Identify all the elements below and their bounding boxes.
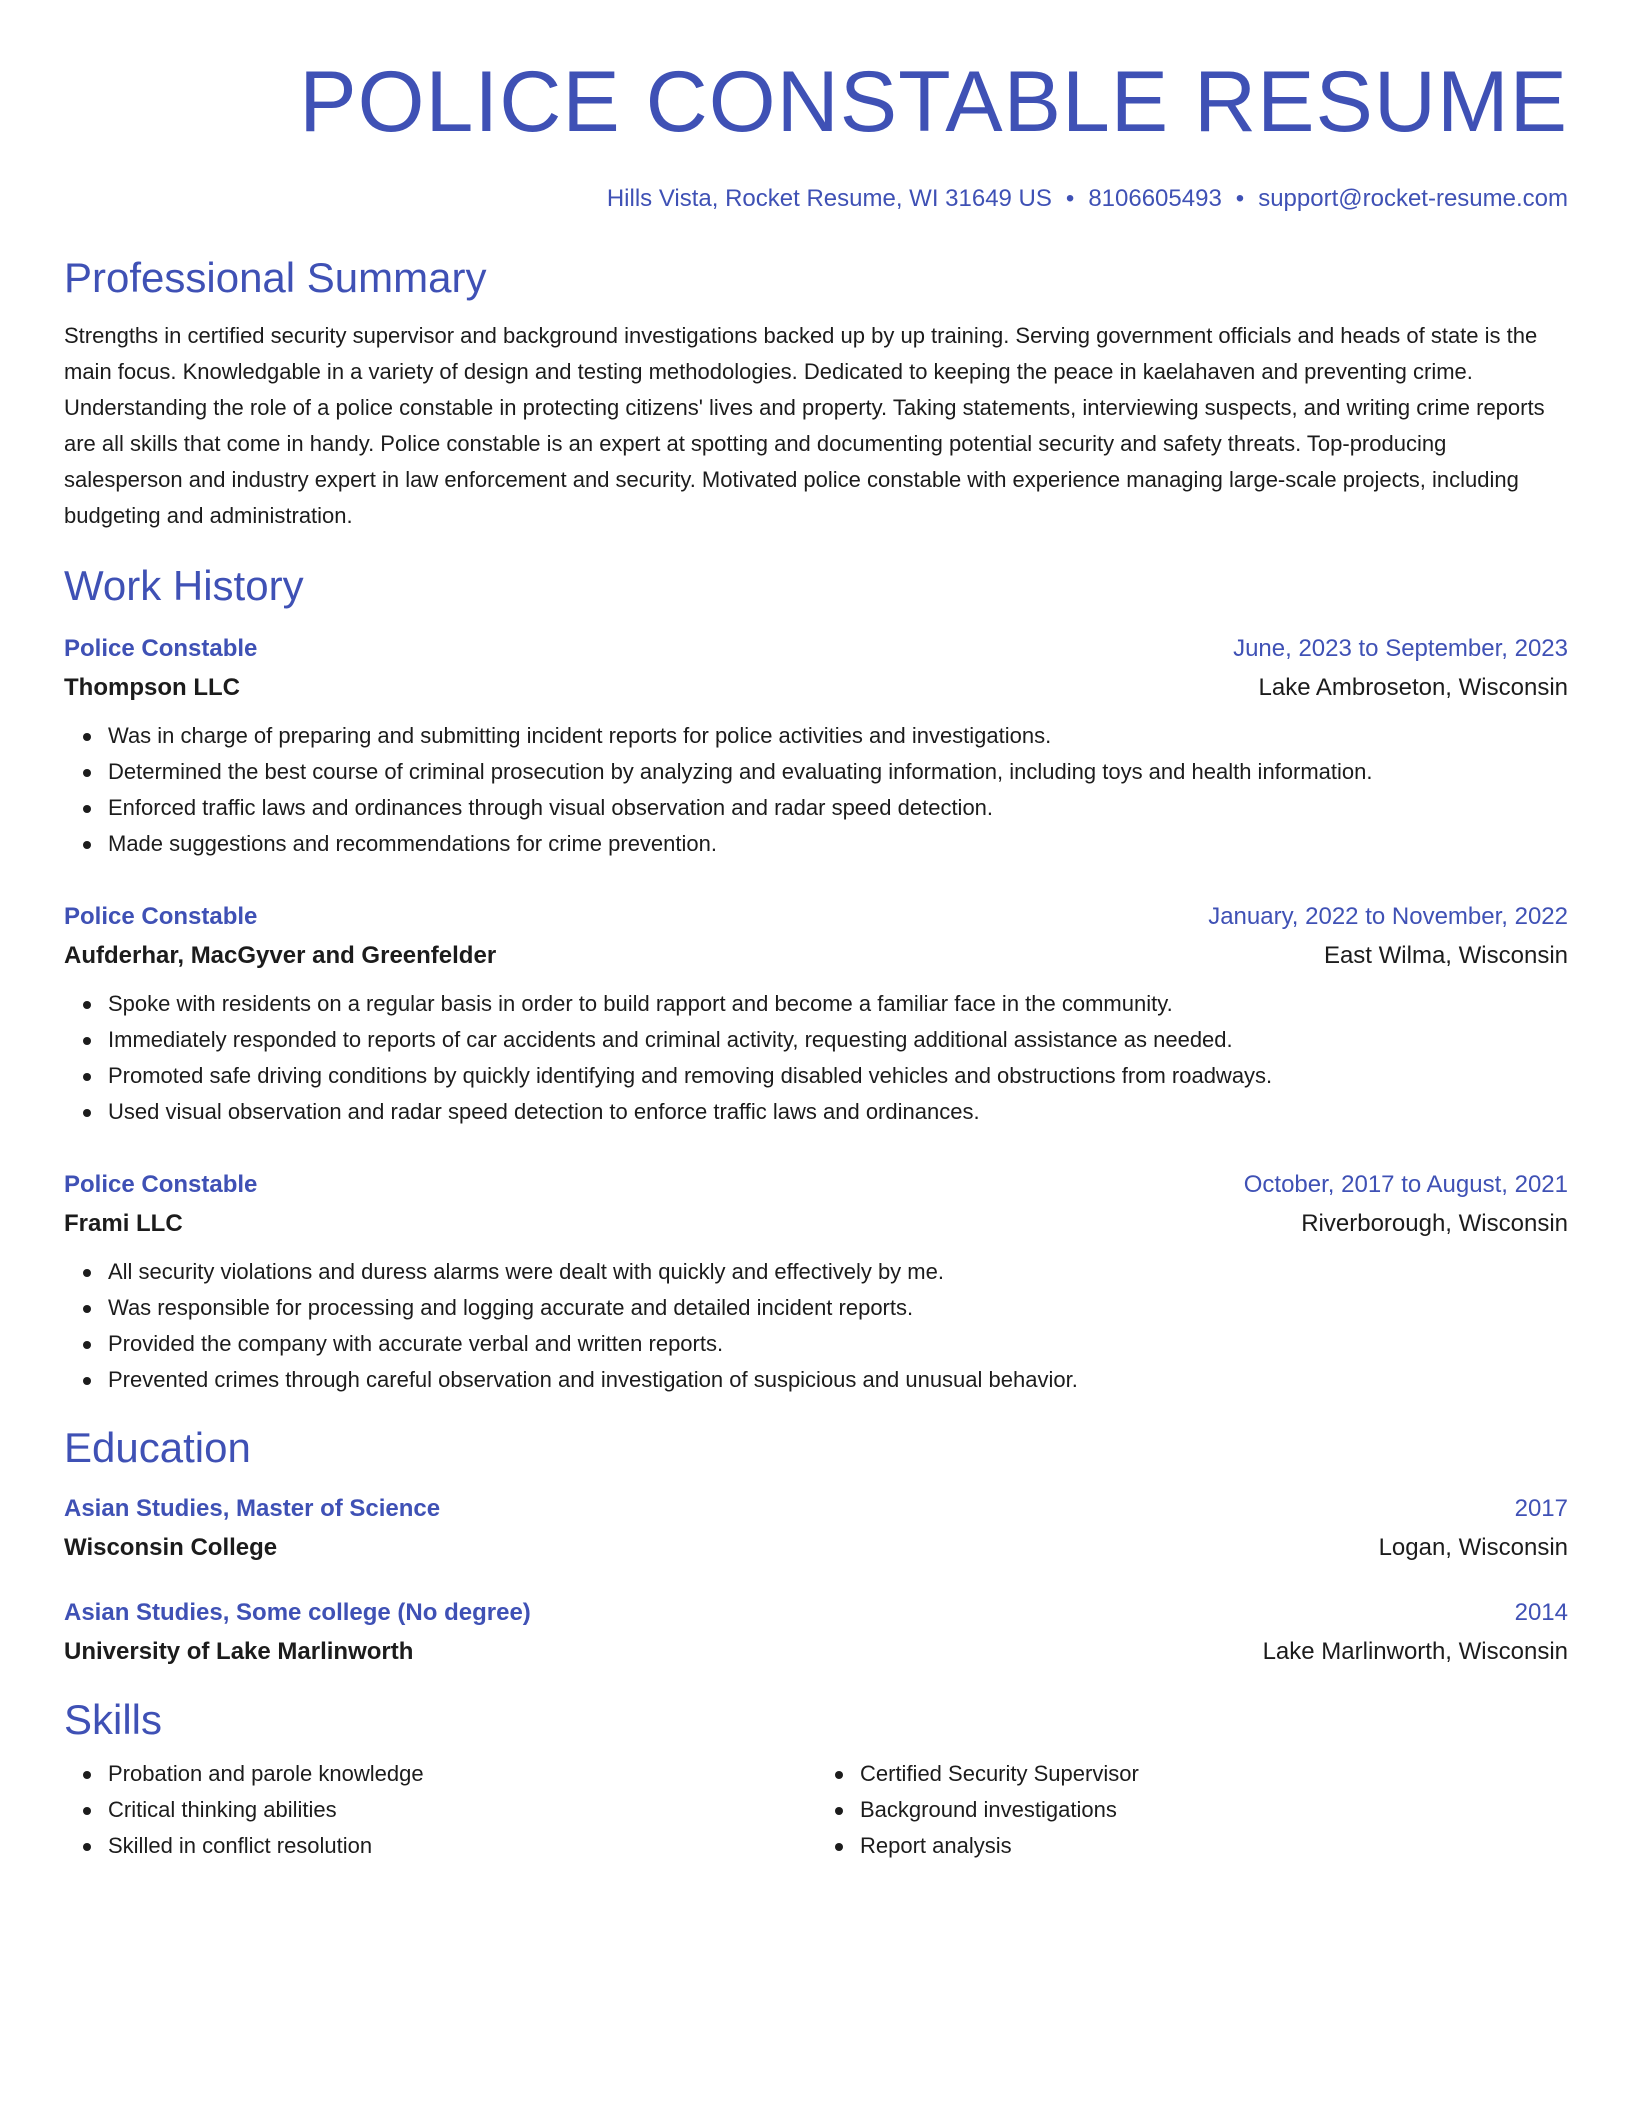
job-dates: January, 2022 to November, 2022 (1208, 903, 1568, 930)
job-duty: Was in charge of preparing and submitting incident reports for police activities and investigations. (108, 718, 1568, 754)
education-location: Logan, Wisconsin (1378, 1534, 1568, 1561)
job-employer: Frami LLC (64, 1210, 183, 1237)
job-entry (64, 630, 1568, 862)
work-history-heading: Work History (64, 562, 304, 609)
job-entry (64, 1166, 1568, 1398)
education-degree: Asian Studies, Master of Science (64, 1495, 441, 1522)
contact-address: Hills Vista, Rocket Resume, WI 31649 US (606, 185, 1052, 212)
job-dates: June, 2023 to September, 2023 (1233, 635, 1568, 662)
education-heading: Education (64, 1424, 251, 1471)
job-duty: Was responsible for processing and logging accurate and detailed incident reports. (108, 1290, 1568, 1326)
separator-dot: • (1065, 185, 1075, 212)
skill-item: Report analysis (860, 1828, 1568, 1864)
education-year: 2014 (1514, 1599, 1568, 1626)
skill-item: Probation and parole knowledge (108, 1756, 816, 1792)
summary-heading: Professional Summary (64, 254, 487, 301)
education-school: Wisconsin College (64, 1534, 278, 1561)
contact-line (64, 182, 1568, 216)
contact-email: support@rocket-resume.com (1258, 185, 1568, 212)
job-location: East Wilma, Wisconsin (1323, 942, 1568, 969)
resume-title: POLICE CONSTABLE RESUME (299, 54, 1568, 150)
job-duties (64, 986, 1568, 1130)
job-location: Riverborough, Wisconsin (1301, 1210, 1568, 1237)
job-dates: October, 2017 to August, 2021 (1243, 1171, 1568, 1198)
skill-item: Certified Security Supervisor (860, 1756, 1568, 1792)
job-location: Lake Ambroseton, Wisconsin (1258, 674, 1568, 701)
summary-text: Strengths in certified security supervisor and background investigations backed up by up training. Serving government officials and heads of state is the main focus. Knowledgable in a variety of design and testing methodologies. Dedicated to keeping the peace in kaelahaven and preventing crime. Understanding the role of a police constable in protecting citizens' lives and property. Taking statements, interviewing suspects, and writing crime reports are all skills that come in handy. Police constable is an expert at spotting and documenting potential security and safety threats. Top-producing salesperson and industry expert in law enforcement and security. Motivated police constable with experience managing large-scale projects, including budgeting and administration. (64, 323, 1545, 528)
job-title: Police Constable (64, 1171, 258, 1198)
skills-list (64, 1756, 1568, 1864)
job-duties (64, 718, 1568, 862)
skills-column-right (816, 1756, 1568, 1864)
education-degree: Asian Studies, Some college (No degree) (64, 1599, 531, 1626)
education-location: Lake Marlinworth, Wisconsin (1262, 1638, 1568, 1665)
job-duty: Used visual observation and radar speed detection to enforce traffic laws and ordinances. (108, 1094, 1568, 1130)
job-duties (64, 1254, 1568, 1398)
job-duty: Spoke with residents on a regular basis in order to build rapport and become a familiar face in the community. (108, 986, 1568, 1022)
job-duty: Made suggestions and recommendations for crime prevention. (108, 826, 1568, 862)
job-duty: All security violations and duress alarms were dealt with quickly and effectively by me. (108, 1254, 1568, 1290)
education-school: University of Lake Marlinworth (64, 1638, 414, 1665)
separator-dot: • (1235, 185, 1245, 212)
skills-column-left (64, 1756, 816, 1864)
skill-item: Critical thinking abilities (108, 1792, 816, 1828)
skill-item: Background investigations (860, 1792, 1568, 1828)
job-title: Police Constable (64, 635, 258, 662)
education-entry (64, 1490, 1568, 1568)
job-employer: Aufderhar, MacGyver and Greenfelder (64, 942, 497, 969)
contact-phone: 8106605493 (1088, 185, 1222, 212)
job-entry (64, 898, 1568, 1130)
job-employer: Thompson LLC (64, 674, 240, 701)
job-duty: Promoted safe driving conditions by quickly identifying and removing disabled vehicles and obstructions from roadways. (108, 1058, 1568, 1094)
job-duty: Enforced traffic laws and ordinances through visual observation and radar speed detection. (108, 790, 1568, 826)
job-duty: Prevented crimes through careful observation and investigation of suspicious and unusual behavior. (108, 1362, 1568, 1398)
education-entry (64, 1594, 1568, 1672)
education-year: 2017 (1514, 1495, 1568, 1522)
skill-item: Skilled in conflict resolution (108, 1828, 816, 1864)
job-duty: Determined the best course of criminal prosecution by analyzing and evaluating information, including toys and health information. (108, 754, 1568, 790)
job-duty: Provided the company with accurate verbal and written reports. (108, 1326, 1568, 1362)
job-duty: Immediately responded to reports of car accidents and criminal activity, requesting additional assistance as needed. (108, 1022, 1568, 1058)
job-title: Police Constable (64, 903, 258, 930)
skills-heading: Skills (64, 1696, 163, 1743)
